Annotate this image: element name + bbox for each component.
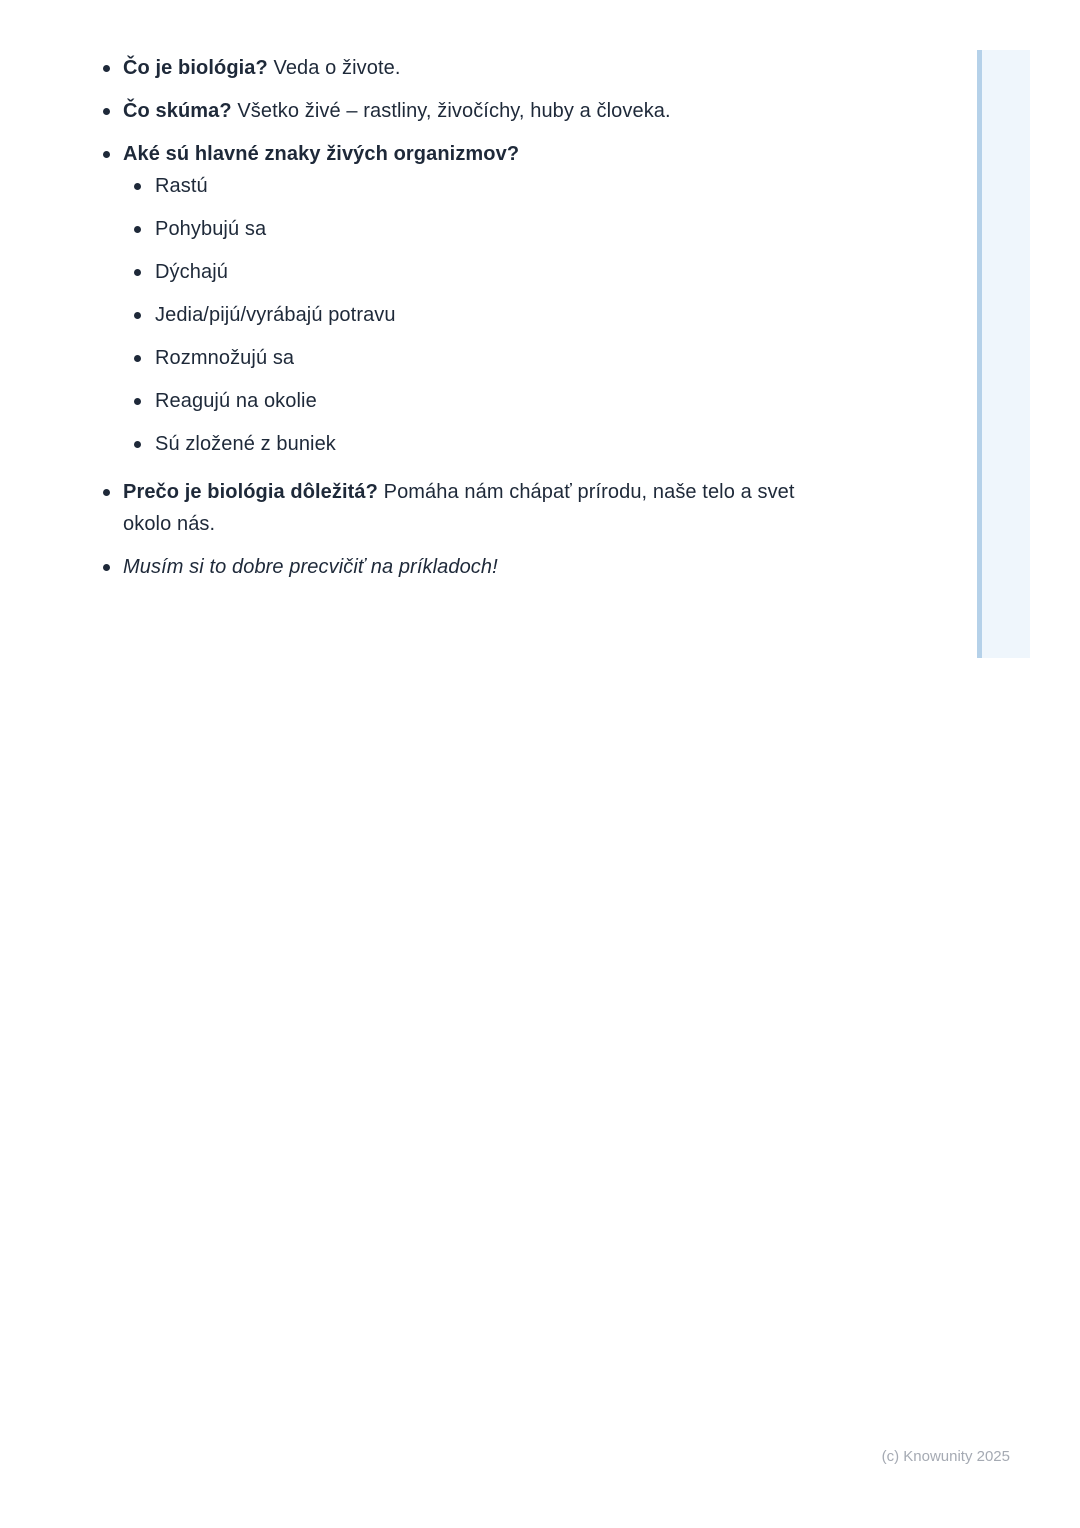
list-item xyxy=(134,385,845,417)
answer-text: Pomáha nám chápať prírodu, naše telo a svet okolo nás. xyxy=(123,481,795,535)
list-item-reminder xyxy=(103,551,845,583)
list-item xyxy=(134,299,845,331)
list-item xyxy=(134,256,845,288)
trait-text: Jedia/pijú/vyrábajú potravu xyxy=(155,304,396,326)
list-item xyxy=(103,52,845,84)
trait-text: Rastú xyxy=(155,175,208,197)
notes-list xyxy=(103,52,883,583)
copyright-notice: (c) Knowunity 2025 xyxy=(881,1448,1010,1465)
list-item xyxy=(103,95,845,127)
margin-highlight-bar xyxy=(977,50,1030,658)
list-item xyxy=(103,138,845,460)
question-text: Aké sú hlavné znaky živých organizmov? xyxy=(123,143,520,165)
reminder-text: Musím si to dobre precvičiť na príkladoch! xyxy=(123,556,498,578)
question-text: Čo skúma? xyxy=(123,100,232,122)
list-item xyxy=(103,476,845,540)
answer-text: Veda o živote. xyxy=(267,57,401,79)
trait-text: Pohybujú sa xyxy=(155,218,267,240)
trait-text: Dýchajú xyxy=(155,261,228,283)
organism-traits-list xyxy=(123,170,845,460)
notes-content xyxy=(103,52,883,594)
trait-text: Sú zložené z buniek xyxy=(155,433,336,455)
answer-text: Všetko živé – rastliny, živočíchy, huby a človeka. xyxy=(231,100,671,122)
question-text: Prečo je biológia dôležitá? xyxy=(123,481,378,503)
list-item xyxy=(134,342,845,374)
list-item xyxy=(134,170,845,202)
list-item xyxy=(134,428,845,460)
trait-text: Rozmnožujú sa xyxy=(155,347,295,369)
list-item xyxy=(134,213,845,245)
question-text: Čo je biológia? xyxy=(123,57,268,79)
trait-text: Reagujú na okolie xyxy=(155,390,317,412)
